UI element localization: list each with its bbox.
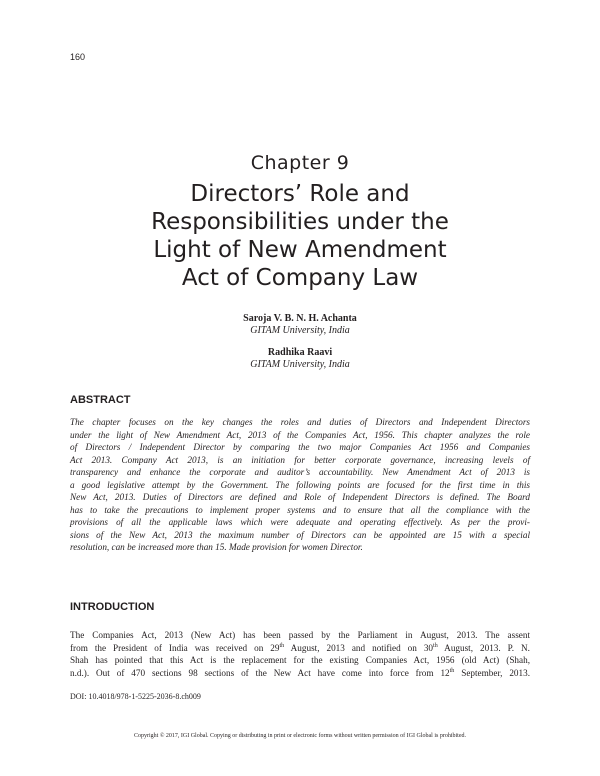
text-run: n.d.). Out of 470 sections 98 sections of the New Act have come into force from 12 (70, 667, 450, 678)
author-block (0, 347, 600, 371)
abstract-line: resolution, can be increased more than 15. Made provision for women Director. (70, 542, 363, 552)
title-line: Light of New Amendment (153, 237, 447, 263)
abstract-line: under the light of New Amendment Act, 2013 of the Companies Act, 1956. This chapter analyzes the role (70, 429, 530, 440)
page-number: 160 (70, 52, 86, 62)
abstract-line: has to take the precautions to implement proper systems and to ensure that all the compliance with the (70, 504, 530, 515)
author-name: Saroja V. B. N. H. Achanta (243, 313, 357, 324)
abstract-line: of Directors / Independent Director by comparing the two major Companies Act 1956 and Companies (70, 442, 530, 452)
introduction-line: Shah has pointed that this Act is the replacement for the existing Companies Act, 1956 (old Act) (Shah, (70, 655, 530, 665)
abstract-line: provisions of all the applicable laws which were adequate and operating effectively. As per the provi- (70, 517, 530, 527)
title-line: Responsibilities under the (151, 209, 449, 235)
introduction-heading: INTRODUCTION (70, 601, 155, 613)
doi-link: DOI: 10.4018/978-1-5225-2036-8.ch009 (70, 692, 201, 701)
abstract-line: transparency and enhance the corporate and auditor’s accountability. New Amendment Act of 2013 is (70, 467, 530, 477)
abstract-line: Act 2013. Company Act 2013, is an initiation for better corporate governance, increasing levels of (70, 454, 530, 465)
title-line: Act of Company Law (181, 265, 419, 291)
text-run: August, 2013. P. N. (437, 642, 530, 653)
introduction-line (70, 642, 530, 655)
chapter-label: Chapter 9 (250, 152, 350, 174)
author-name: Radhika Raavi (267, 347, 333, 358)
introduction-line: The Companies Act, 2013 (New Act) has been passed by the Parliament in August, 2013. The assent (70, 630, 530, 640)
abstract-line: a good legislative attempt by the Government. The following points are focused for the first time in this (70, 479, 530, 490)
abstract-heading: ABSTRACT (70, 394, 131, 406)
abstract-body (70, 416, 530, 554)
introduction-body (70, 629, 530, 679)
text-run: August, 2013 and notified on 30 (284, 642, 434, 653)
introduction-line (70, 667, 530, 680)
copyright-notice: Copyright © 2017, IGI Global. Copying or distributing in print or electronic forms without written permission of IGI Global is prohibited. (133, 733, 466, 739)
author-block (0, 313, 600, 337)
abstract-line: The chapter focuses on the key changes the roles and duties of Directors and Independent Directors (70, 417, 530, 427)
title-line: Directors’ Role and (190, 181, 410, 207)
text-run: September, 2013. (454, 667, 531, 678)
text-run: from the President of India was received on 29 (70, 642, 280, 653)
chapter-title (0, 180, 600, 292)
abstract-line: sions of the New Act, 2013 the maximum number of Directors can be appointed are 15 with a special (70, 529, 530, 540)
author-affiliation: GITAM University, India (250, 359, 350, 370)
ordinal-suffix: th (449, 667, 455, 674)
author-affiliation: GITAM University, India (250, 325, 350, 336)
abstract-line: New Act, 2013. Duties of Directors are defined and Role of Independent Directors is defined. The Board (70, 492, 530, 502)
ordinal-suffix: th (433, 642, 438, 649)
ordinal-suffix: th (279, 642, 285, 649)
